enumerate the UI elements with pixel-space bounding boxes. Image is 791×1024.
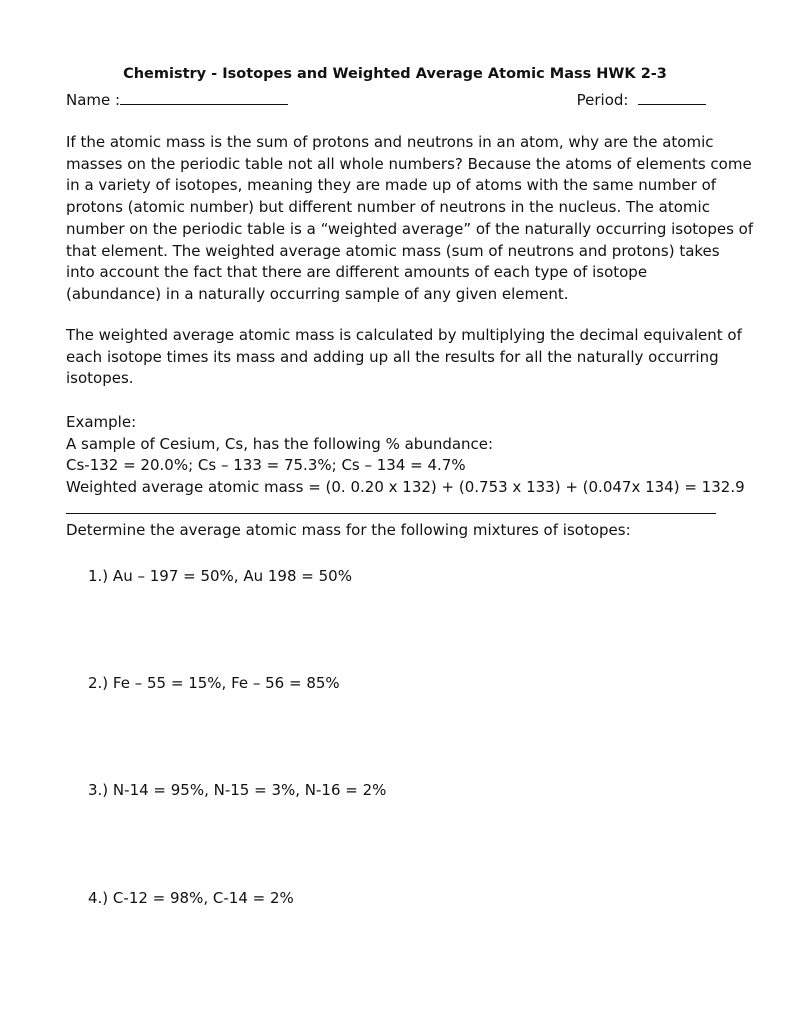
example-sample: A sample of Cesium, Cs, has the following % abundance: (66, 434, 494, 453)
period-blank (638, 88, 706, 105)
section-divider (66, 513, 716, 514)
problem-item: 1.) Au – 197 = 50%, Au 198 = 50% (88, 567, 352, 585)
method-line: each isotope times its mass and adding up all the results for all the naturally occurring (66, 347, 719, 366)
worksheet-title: Chemistry - Isotopes and Weighted Average Atomic Mass HWK 2-3 (123, 66, 667, 82)
example-calculation: Weighted average atomic mass = (0. 0.20 x 132) + (0.753 x 133) + (0.047x 134) = 132.9 (66, 478, 745, 497)
example-abundances: Cs-132 = 20.0%; Cs – 133 = 75.3%; Cs – 134 = 4.7% (66, 456, 466, 475)
method-line: isotopes. (66, 369, 134, 388)
problem-item: 4.) C-12 = 98%, C-14 = 2% (88, 889, 294, 907)
instructions (66, 520, 726, 542)
intro-line: (abundance) in a naturally occurring sample of any given element. (66, 284, 569, 303)
method-line: The weighted average atomic mass is calculated by multiplying the decimal equivalent of (66, 326, 742, 344)
intro-line: that element. The weighted average atomic mass (sum of neutrons and protons) takes (66, 241, 720, 260)
intro-line: number on the periodic table is a “weighted average” of the naturally occurring isotopes of (66, 219, 754, 238)
problem-item: 3.) N-14 = 95%, N-15 = 3%, N-16 = 2% (88, 781, 387, 799)
intro-line: protons (atomic number) but different number of neutrons in the nucleus. The atomic (66, 198, 710, 217)
name-label: Name : (66, 91, 121, 109)
example-block (66, 412, 745, 499)
intro-line: in a variety of isotopes, meaning they are made up of atoms with the same number of (66, 176, 717, 195)
name-field (66, 88, 288, 111)
intro-line: If the atomic mass is the sum of protons and neutrons in an atom, why are the atomic (66, 133, 714, 151)
method-paragraph (66, 325, 742, 390)
example-label: Example: (66, 413, 137, 431)
problem-item: 2.) Fe – 55 = 15%, Fe – 56 = 85% (88, 674, 340, 692)
instructions-text: Determine the average atomic mass for the following mixtures of isotopes: (66, 521, 631, 539)
intro-paragraph (66, 132, 754, 306)
intro-line: into account the fact that there are different amounts of each type of isotope (66, 263, 648, 282)
period-field (577, 88, 706, 111)
period-label: Period: (576, 91, 629, 109)
intro-line: masses on the periodic table not all whole numbers? Because the atoms of elements come (66, 154, 752, 173)
name-blank (120, 88, 288, 105)
